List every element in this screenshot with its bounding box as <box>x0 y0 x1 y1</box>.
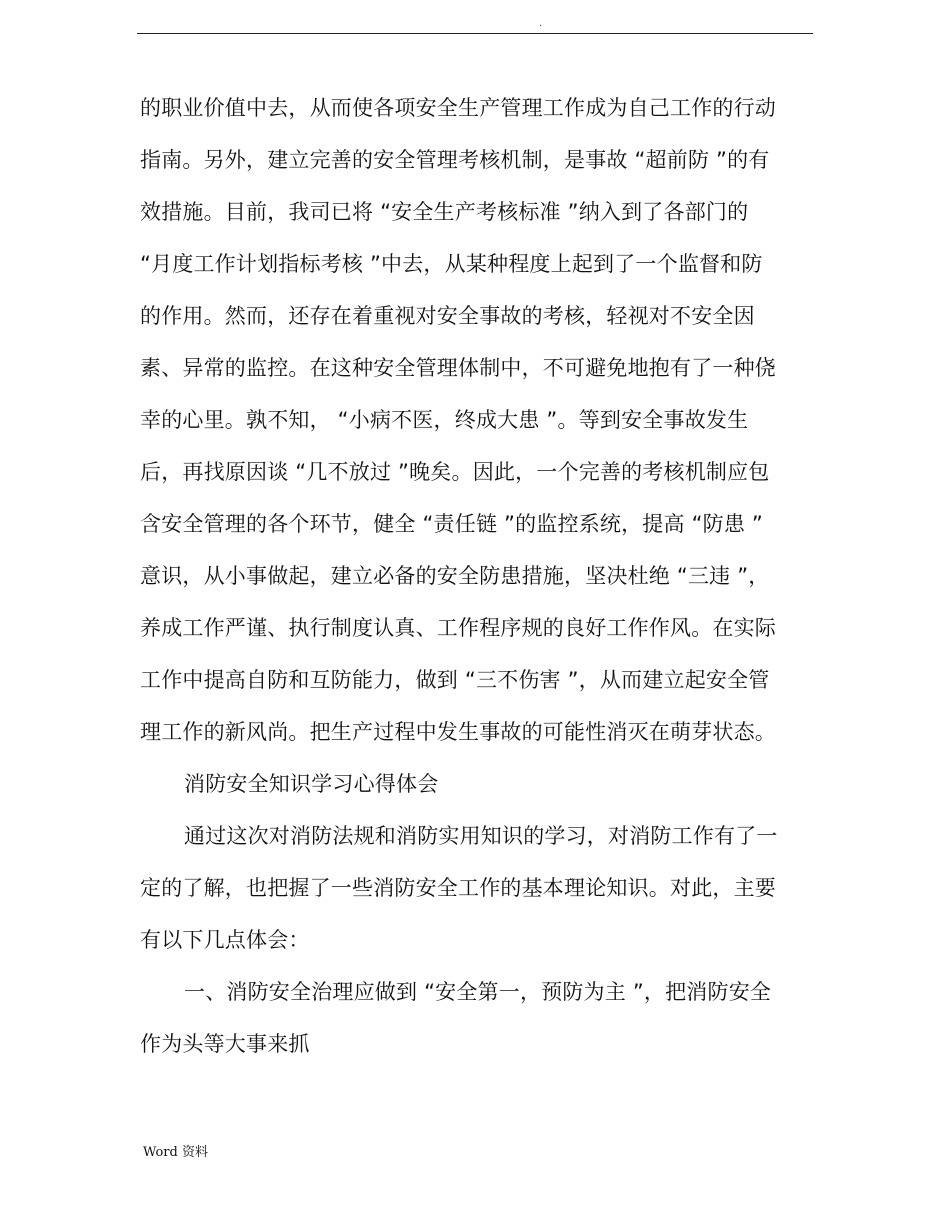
text-line: 的职业价值中去，从而使各项安全生产管理工作成为自己工作的行动 <box>140 96 776 120</box>
section-title: 消防安全知识学习心得体会 <box>184 772 439 796</box>
text-line: 指南。另外，建立完善的安全管理考核机制，是事故 “超前防 ”的有 <box>140 148 770 172</box>
text-line: 作为头等大事来抓 <box>140 1032 310 1056</box>
text-line: 一、消防安全治理应做到 “安全第一，预防为主 ”，把消防安全 <box>184 980 772 1004</box>
text-line: 后，再找原因谈 “几不放过 ”晚矣。因此，一个完善的考核机制应包 <box>140 460 770 484</box>
text-line: 意识，从小事做起，建立必备的安全防患措施，坚决杜绝 “三违 ”， <box>140 564 770 588</box>
text-line: 素、异常的监控。在这种安全管理体制中，不可避免地抱有了一种侥 <box>140 356 776 380</box>
footer-label: Word 资料 <box>143 1145 208 1160</box>
text-line: “月度工作计划指标考核 ”中去，从某种程度上起到了一个监督和防 <box>140 252 763 276</box>
text-line: 养成工作严谨、执行制度认真、工作程序规的良好工作作风。在实际 <box>140 616 776 640</box>
text-line: 定的了解，也把握了一些消防安全工作的基本理论知识。对此，主要 <box>140 876 776 900</box>
text-line: 的作用。然而，还存在着重视对安全事故的考核，轻视对不安全因 <box>140 304 755 328</box>
document-body <box>140 82 820 1070</box>
text-line: 效措施。目前，我司已将 “安全生产考核标准 ”纳入到了各部门的 <box>140 200 749 224</box>
text-line: 工作中提高自防和互防能力，做到 “三不伤害 ”，从而建立起安全管 <box>140 668 770 692</box>
header-rule <box>137 33 813 34</box>
text-line: 有以下几点体会： <box>140 928 310 952</box>
text-line: 幸的心里。孰不知， “小病不医，终成大患 ”。等到安全事故发生 <box>140 408 749 432</box>
text-line: 理工作的新风尚。把生产过程中发生事故的可能性消灭在萌芽状态。 <box>140 720 776 744</box>
text-line: 通过这次对消防法规和消防实用知识的学习，对消防工作有了一 <box>184 824 778 848</box>
text-line: 含安全管理的各个环节，健全 “责任链 ”的监控系统，提高 “防患 ” <box>140 512 764 536</box>
header-mark: . <box>539 18 543 29</box>
